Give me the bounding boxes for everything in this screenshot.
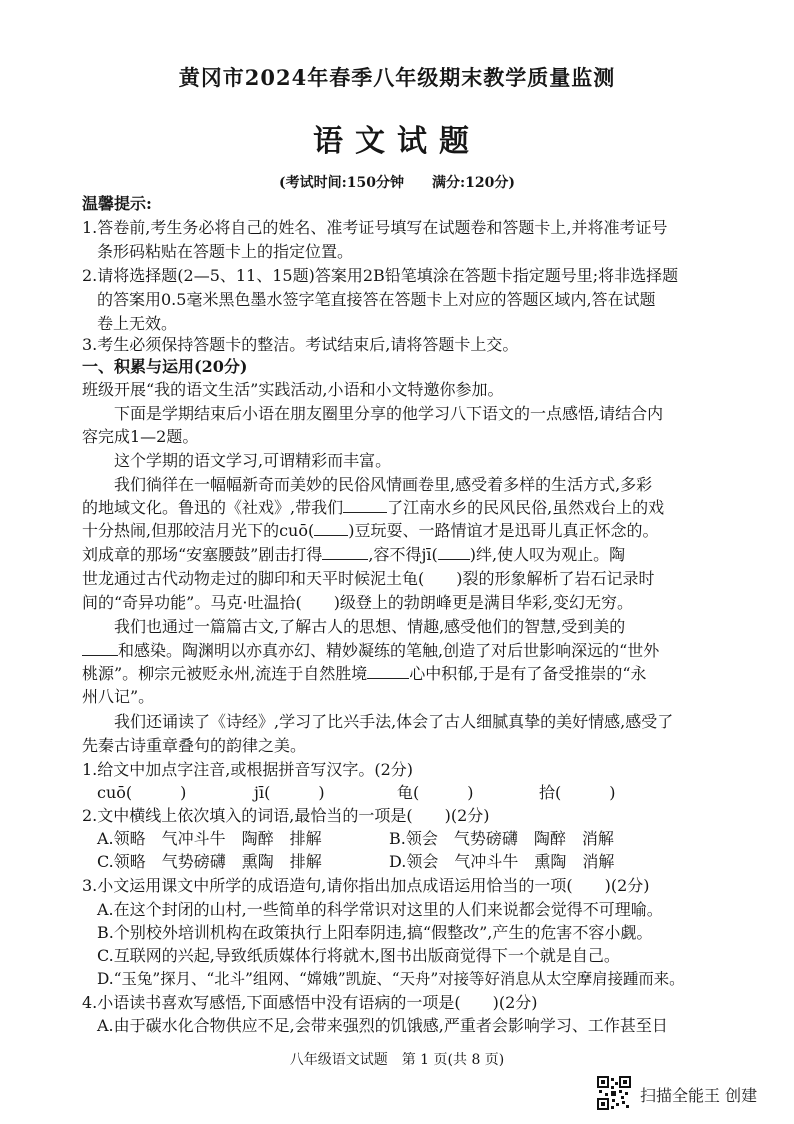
passage-p3-line-1: 我们还诵读了《诗经》,学习了比兴手法,体会了古人细腻真挚的美好情感,感受了 xyxy=(114,712,674,731)
answer-blank xyxy=(438,545,470,560)
question-1-item-c: 龟( ) xyxy=(397,783,474,802)
passage-p1-line-3: 十分热闹,但那皎洁月光下的cuō( )豆玩耍、一路情谊才是迅哥儿真正怀念的。 xyxy=(82,521,659,540)
question-1-stem: 1.给文中加点字注音,或根据拼音写汉字。(2分) xyxy=(82,760,414,779)
passage-p1-line-2: 的地域文化。鲁迅的《社戏》,带我们 了江南水乡的民风民俗,虽然戏台上的戏 xyxy=(82,498,665,517)
passage-p1-line-6: 间的“奇异功能”。马克·吐温拾( )级登上的勃朗峰更是满目华彩,变幻无穷。 xyxy=(82,593,634,612)
question-3-option-c: C.互联网的兴起,导致纸质媒体行将就木,图书出版商觉得下一个就是自己。 xyxy=(97,946,620,965)
page-footer: 八年级语文试题 第 1 页(共 8 页) xyxy=(289,1052,505,1068)
passage-p1-line-5: 世龙通过古代动物走过的脚印和天平时候泥土龟( )裂的形象解析了岩石记录时 xyxy=(82,569,655,588)
answer-blank xyxy=(367,664,409,679)
notice-item-3: 3.考生必须保持答题卡的整洁。考试结束后,请将答题卡上交。 xyxy=(82,335,519,354)
question-3-option-d: D.“玉兔”探月、“北斗”组网、“嫦娥”凯旋、“天舟”对接等好消息从太空摩肩接踵而来。 xyxy=(97,970,685,988)
question-4-option-a: A.由于碳水化合物供应不足,会带来强烈的饥饿感,严重者会影响学习、工作甚至日 xyxy=(97,1016,668,1035)
passage-p2-line-1: 我们也通过一篇篇古文,了解古人的思想、情趣,感受他们的智慧,受到美的 xyxy=(114,617,626,636)
answer-blank xyxy=(343,498,387,513)
notice-item-2-line-1: 2.请将选择题(2—5、11、15题)答案用2B铅笔填涂在答题卡指定题号里;将非选择题 xyxy=(82,266,679,285)
section-heading: 一、积累与运用(20分) xyxy=(82,357,248,376)
passage-p1-line-1: 我们徜徉在一幅幅新奇而美妙的民俗风情画卷里,感受着多样的生活方式,多彩 xyxy=(114,475,653,494)
question-3-stem: 3.小文运用课文中所学的成语造句,请你指出加点成语运用恰当的一项( )(2分) xyxy=(82,876,650,895)
notice-item-2-line-2: 的答案用0.5毫米黑色墨水签字笔直接答在答题卡上对应的答题区域内,答在试题 xyxy=(97,290,656,309)
passage-opening: 这个学期的语文学习,可谓精彩而丰富。 xyxy=(114,451,392,470)
question-2-option-a: A.领略 气冲斗牛 陶醉 排解 xyxy=(97,829,322,848)
section-intro: 班级开展“我的语文生活”实践活动,小语和小文特邀你参加。 xyxy=(82,380,504,399)
question-1-item-a: cuō( ) xyxy=(97,783,187,802)
scanner-brand-label: 扫描全能王 创建 xyxy=(640,1086,758,1105)
section-lead-line-2: 容完成1—2题。 xyxy=(82,427,199,446)
exam-title: 黄冈市2024年春季八年级期末教学质量监测 xyxy=(178,65,616,90)
passage-p2-line-4: 州八记”。 xyxy=(82,687,155,706)
passage-p3-line-2: 先秦古诗重章叠句的韵律之美。 xyxy=(82,736,307,755)
question-3-option-b: B.个别校外培训机构在政策执行上阳奉阴违,搞“假整改”,产生的危害不容小觑。 xyxy=(97,923,653,942)
exam-info: (考试时间:150分钟 满分:120分) xyxy=(278,175,516,191)
notice-item-2-line-3: 卷上无效。 xyxy=(97,314,178,333)
subject-title: 语文试题 xyxy=(313,124,481,159)
answer-blank xyxy=(314,521,348,536)
qr-code-icon xyxy=(597,1076,631,1110)
question-1-item-b: jī( ) xyxy=(254,783,325,802)
question-4-stem: 4.小语读书喜欢写感悟,下面感悟中没有语病的一项是( )(2分) xyxy=(82,993,538,1012)
passage-p2-line-3: 桃源”。柳宗元被贬永州,流连于自然胜境 心中积郁,于是有了备受推崇的“永 xyxy=(82,664,647,683)
question-3-option-a: A.在这个封闭的山村,一些简单的科学常识对这里的人们来说都会觉得不可理喻。 xyxy=(97,900,663,919)
section-lead-line-1: 下面是学期结束后小语在朋友圈里分享的他学习八下语文的一点感悟,请结合内 xyxy=(114,404,664,423)
notice-item-1-line-2: 条形码粘贴在答题卡上的指定位置。 xyxy=(97,242,354,261)
notice-heading: 温馨提示: xyxy=(82,194,152,213)
question-2-option-b: B.领会 气势磅礴 陶醉 消解 xyxy=(389,829,614,848)
passage-p2-line-2: 和感染。陶渊明以亦真亦幻、精妙凝练的笔触,创造了对后世影响深远的“世外 xyxy=(82,641,659,661)
question-2-option-d: D.领会 气冲斗牛 熏陶 消解 xyxy=(389,852,615,871)
answer-blank xyxy=(322,545,368,560)
question-2-stem: 2.文中横线上依次填入的词语,最恰当的一项是( )(2分) xyxy=(82,806,490,825)
answer-blank xyxy=(82,641,118,656)
passage-p1-line-4: 刘成章的那场“安塞腰鼓”剧击打得 ,容不得jī( )绊,使人叹为观止。陶 xyxy=(82,545,626,564)
question-1-item-d: 拾( ) xyxy=(539,783,616,802)
question-2-option-c: C.领略 气势磅礴 熏陶 排解 xyxy=(97,852,322,871)
notice-item-1-line-1: 1.答卷前,考生务必将自己的姓名、准考证号填写在试题卷和答题卡上,并将准考证号 xyxy=(82,218,668,237)
